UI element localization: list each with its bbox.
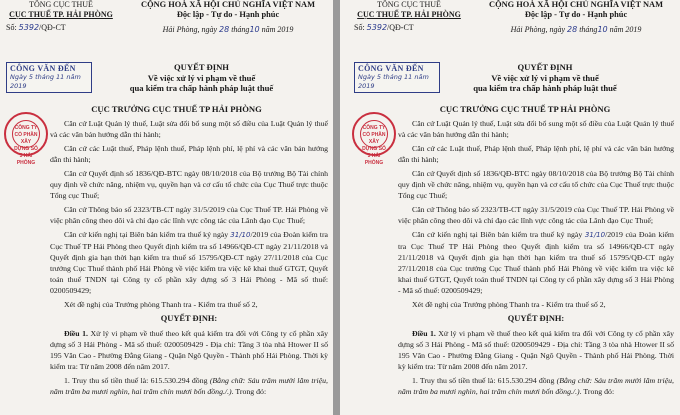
legal-basis-4: Căn cứ Thông báo số 2323/TB-CT ngày 31/5/2019 của Cục Thuế TP. Hải Phòng về việc phân công theo dõi và chỉ đạo các lĩnh vực công tác của Lãnh đạo Cục Thuế; xyxy=(50,205,328,225)
legal-basis-5: Căn cứ kiến nghị tại Biên bản kiểm tra thuế ký ngày 31/10/2019 của Đoàn kiểm tra Cục Thuế TP Hải Phòng theo Quyết định kiểm tra số 14966/QĐ-CT ngày 21/11/2018 và Quyết định gia hạn thời hạn kiểm tra thuế số 15795/QĐ-CT ngày 27/11/2018 của Cục trưởng Cục Thuế thành phố Hải Phòng về việc kiểm tra việc kê khai thuế GTGT, Quyết toán thuế TNDN tại Công ty cổ phần xây dựng số 3 Hải Phòng - Mã số thuế: 0200509429; xyxy=(398,230,674,295)
agency-line2: CỤC THUẾ TP. HẢI PHÒNG xyxy=(9,10,113,19)
decision-title: QUYẾT ĐỊNH Về việc xử lý vi phạm về thuế qua kiểm tra chấp hành pháp luật thuế xyxy=(129,62,274,93)
authority-heading: CỤC TRƯỞNG CỤC THUẾ TP HẢI PHÒNG xyxy=(439,104,611,114)
proposal: Xét đề nghị của Trưởng phòng Thanh tra - Kiểm tra thuế số 2, xyxy=(64,300,258,309)
legal-basis-4: Căn cứ Thông báo số 2323/TB-CT ngày 31/5/2019 của Cục Thuế TP. Hải Phòng về việc phân công theo dõi và chỉ đạo các lĩnh vực công tác của Lãnh đạo Cục Thuế; xyxy=(398,205,674,225)
legal-basis-3: Căn cứ Quyết định số 1836/QĐ-BTC ngày 08/10/2018 của Bộ trưởng Bộ Tài chính quy định về chức năng, nhiệm vụ, quyền hạn và cơ cấu tổ chức của Cục Thuế trực thuộc Tổng cục Thuế; xyxy=(50,169,328,200)
received-stamp: CÔNG VĂN ĐẾN Ngày 5 tháng 11 năm 2019 xyxy=(6,62,92,93)
company-seal: CÔNG TY CỔ PHẦN XÂY DỰNG SỐ 3 HẢI PHÒNG xyxy=(4,112,48,156)
received-stamp: CÔNG VĂN ĐẾN Ngày 5 tháng 11 năm 2019 xyxy=(354,62,440,93)
proposal: Xét đề nghị của Trưởng phòng Thanh tra - Kiểm tra thuế số 2, xyxy=(412,300,606,309)
document-date: Hải Phòng, ngày 28 tháng10 năm 2019 xyxy=(510,25,642,34)
document-date: Hải Phòng, ngày 28 tháng10 năm 2019 xyxy=(162,25,294,34)
legal-basis-2: Căn cứ các Luật thuế, Pháp lệnh thuế, Pháp lệnh phí, lệ phí và các văn bản hướng dẫn thi hành; xyxy=(50,144,328,164)
decide-heading: QUYẾT ĐỊNH: xyxy=(507,314,565,323)
legal-basis-5: Căn cứ kiến nghị tại Biên bản kiểm tra thuế ký ngày 31/10/2019 của Đoàn kiểm tra Cục Thuế TP Hải Phòng theo Quyết định kiểm tra số 14966/QĐ-CT ngày 21/11/2018 và Quyết định gia hạn thời hạn kiểm tra thuế số 15795/QĐ-CT ngày 27/11/2018 của Cục trưởng Cục Thuế thành phố Hải Phòng về việc kiểm tra việc kê khai thuế GTGT, Quyết toán thuế TNDN tại Công ty cổ phần xây dựng số 3 Hải Phòng - Mã số thuế: 0200509429; xyxy=(50,230,329,295)
decision-body xyxy=(50,118,328,400)
nation-line2: Độc lập - Tự do - Hạnh phúc xyxy=(524,10,628,19)
document-number: Số: 5392/QĐ-CT xyxy=(354,23,414,32)
national-motto xyxy=(476,0,676,35)
article-1: Điều 1. Xử lý vi phạm về thuế theo kết quả kiểm tra đối với Công ty cổ phần xây dựng số 3 Hải Phòng - Mã số thuế: 0200509429 - Địa chỉ: Tầng 3 tòa nhà Htower II số 195 Văn Cao - Phường Đằng Giang - Quận Ngô Quyền - Thành phố Hải Phòng. Thời kỳ kiểm tra: Từ năm 2008 đến năm 2017. xyxy=(398,329,674,371)
agency-block xyxy=(6,0,116,33)
agency-line1: TỔNG CỤC THUẾ xyxy=(29,0,93,9)
decision-body xyxy=(398,118,674,400)
agency-line2: CỤC THUẾ TP. HẢI PHÒNG xyxy=(357,10,461,19)
nation-line1: CỘNG HOÀ XÃ HỘI CHỦ NGHĨA VIỆT NAM xyxy=(489,0,663,9)
nation-line1: CỘNG HOÀ XÃ HỘI CHỦ NGHĨA VIỆT NAM xyxy=(141,0,315,9)
document-number: Số: 5392/QĐ-CT xyxy=(6,23,66,32)
legal-basis-1: Căn cứ Luật Quản lý thuế, Luật sửa đổi bổ sung một số điều của Luật Quản lý thuế và các văn bản hướng dẫn thi hành; xyxy=(50,119,328,139)
agency-line1: TỔNG CỤC THUẾ xyxy=(377,0,441,9)
legal-basis-2: Căn cứ các Luật thuế, Pháp lệnh thuế, Pháp lệnh phí, lệ phí và các văn bản hướng dẫn thi hành; xyxy=(398,144,674,164)
article-1-item-1: 1. Truy thu số tiền thuế là: 615.530.294 đồng (Bằng chữ: Sáu trăm mười lăm triệu, năm trăm ba mươi nghìn, hai trăm chín mươi bốn đồng./.). Trong đó: xyxy=(50,376,328,396)
authority-heading: CỤC TRƯỞNG CỤC THUẾ TP HẢI PHÒNG xyxy=(91,104,262,114)
company-seal: CÔNG TY CỔ PHẦN XÂY DỰNG SỐ 3 HẢI PHÒNG xyxy=(352,112,396,156)
nation-line2: Độc lập - Tự do - Hạnh phúc xyxy=(176,10,280,19)
legal-basis-1: Căn cứ Luật Quản lý thuế, Luật sửa đổi bổ sung một số điều của Luật Quản lý thuế và các văn bản hướng dẫn thi hành; xyxy=(398,119,674,139)
decide-heading: QUYẾT ĐỊNH: xyxy=(160,314,218,323)
document-page-right xyxy=(340,0,680,415)
document-page-left xyxy=(0,0,333,415)
article-1-item-1: 1. Truy thu số tiền thuế là: 615.530.294 đồng (Bằng chữ: Sáu trăm mười lăm triệu, năm trăm ba mươi nghìn, hai trăm chín mươi bốn đồng./.). Trong đó: xyxy=(398,376,674,396)
decision-title: QUYẾT ĐỊNH Về việc xử lý vi phạm về thuế qua kiểm tra chấp hành pháp luật thuế xyxy=(473,62,617,93)
national-motto xyxy=(128,0,328,35)
agency-block xyxy=(354,0,464,33)
page-gap xyxy=(333,0,340,415)
legal-basis-3: Căn cứ Quyết định số 1836/QĐ-BTC ngày 08/10/2018 của Bộ trưởng Bộ Tài chính quy định về chức năng, nhiệm vụ, quyền hạn và cơ cấu tổ chức của Cục Thuế trực thuộc Tổng cục Thuế; xyxy=(398,169,674,200)
article-1: Điều 1. Xử lý vi phạm về thuế theo kết quả kiểm tra đối với Công ty cổ phần xây dựng số 3 Hải Phòng - Mã số thuế: 0200509429 - Địa chỉ: Tầng 3 tòa nhà Htower II số 195 Văn Cao - Phường Đằng Giang - Quận Ngô Quyền - Thành phố Hải Phòng. Thời kỳ kiểm tra: Từ năm 2008 đến năm 2017. xyxy=(50,329,328,371)
